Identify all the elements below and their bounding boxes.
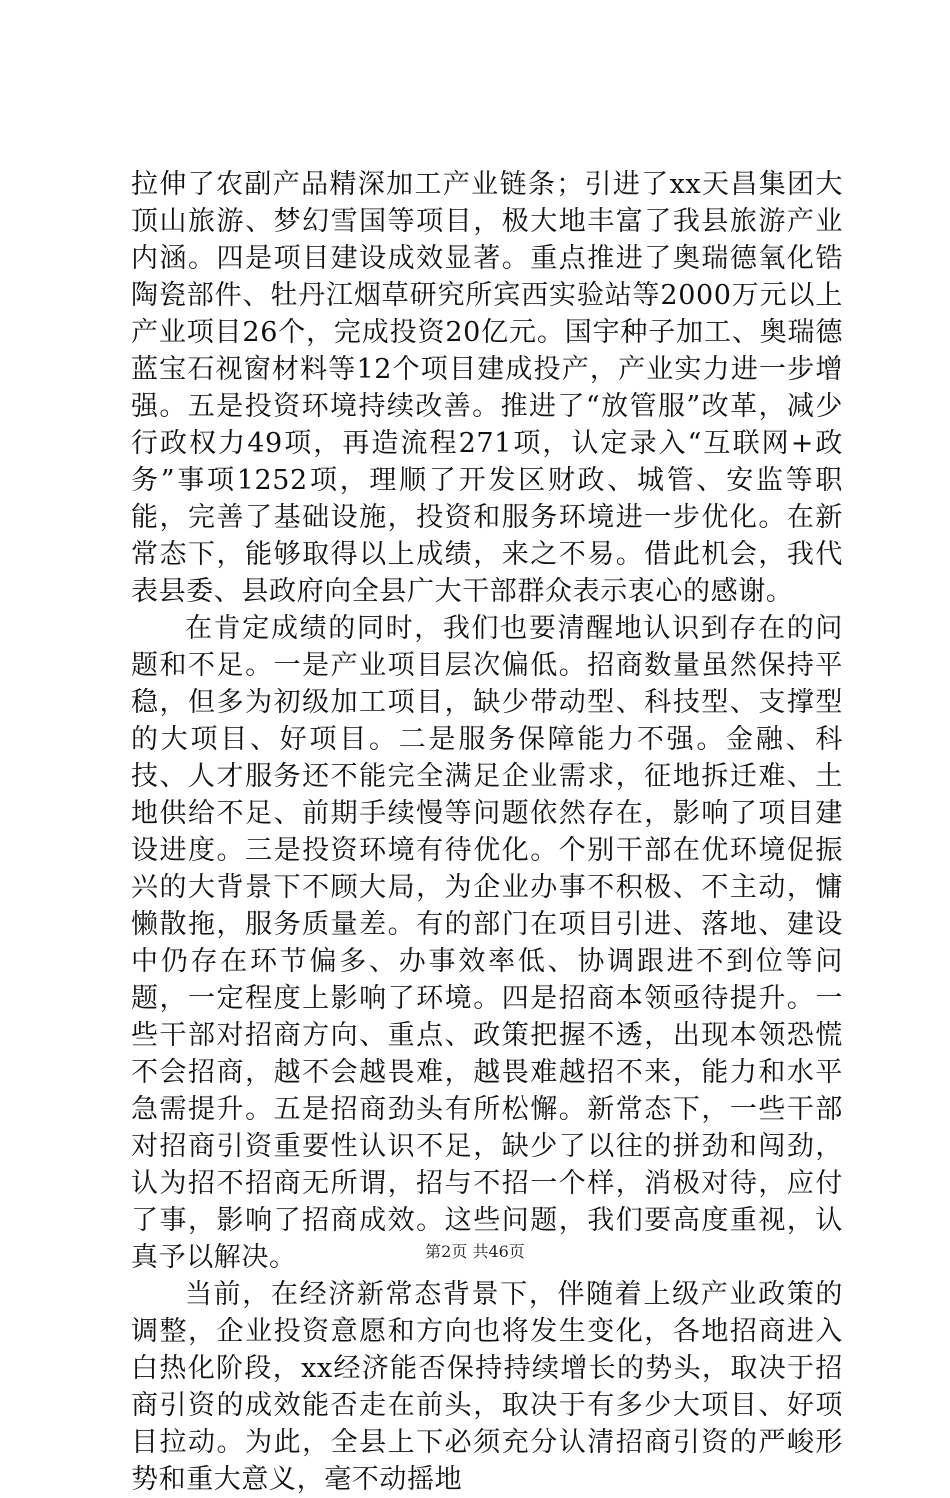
paragraph-3: 当前，在经济新常态背景下，伴随着上级产业政策的调整，企业投资意愿和方向也将发生变化，各地招商进入白热化阶段，xx经济能否保持持续增长的势头，取决于招商引资的成效能否走在前头，取决于有多少大项目、好项目拉动。为此，全县上下必须充分认清招商引资的严峻形势和重大意义，毫不动摇地: [131, 1279, 843, 1495]
paragraph-2: 在肯定成绩的同时，我们也要清醒地认识到存在的问题和不足。一是产业项目层次偏低。招商数量虽然保持平稳，但多为初级加工项目，缺少带动型、科技型、支撑型的大项目、好项目。二是服务保障能力不强。金融、科技、人才服务还不能完全满足企业需求，征地拆迁难、土地供给不足、前期手续慢等问题依然存在，影响了项目建设进度。三是投资环境有待优化。个别干部在优环境促振兴的大背景下不顾大局，为企业办事不积极、不主动，慵懒散拖，服务质量差。有的部门在项目引进、落地、建设中仍存在环节偏多、办事效率低、协调跟进不到位等问题，一定程度上影响了环境。四是招商本领亟待提升。一些干部对招商方向、重点、政策把握不透，出现本领恐慌不会招商，越不会越畏难，越畏难越招不来，能力和水平急需提升。五是招商劲头有所松懈。新常态下，一些干部对招商引资重要性认识不足，缺少了以往的拼劲和闯劲，认为招不招商无所谓，招与不招一个样，消极对待，应付了事，影响了招商成效。这些问题，我们要高度重视，认真予以解决。: [131, 613, 843, 1273]
paragraph-1: 拉伸了农副产品精深加工产业链条；引进了xx天昌集团大顶山旅游、梦幻雪国等项目，极大地丰富了我县旅游产业内涵。四是项目建设成效显著。重点推进了奥瑞德氧化锆陶瓷部件、牡丹江烟草研究所宾西实验站等2000万元以上产业项目26个，完成投资20亿元。国宇种子加工、奥瑞德蓝宝石视窗材料等12个项目建成投产，产业实力进一步增强。五是投资环境持续改善。推进了“放管服”改革，减少行政权力49项，再造流程271项，认定录入“互联网+政务”事项1252项，理顺了开发区财政、城管、安监等职能，完善了基础设施，投资和服务环境进一步优化。在新常态下，能够取得以上成绩，来之不易。借此机会，我代表县委、县政府向全县广大干部群众表示衷心的感谢。: [131, 169, 843, 607]
page-number-footer: 第2页 共46页: [425, 1242, 525, 1261]
document-body: [131, 166, 843, 1498]
